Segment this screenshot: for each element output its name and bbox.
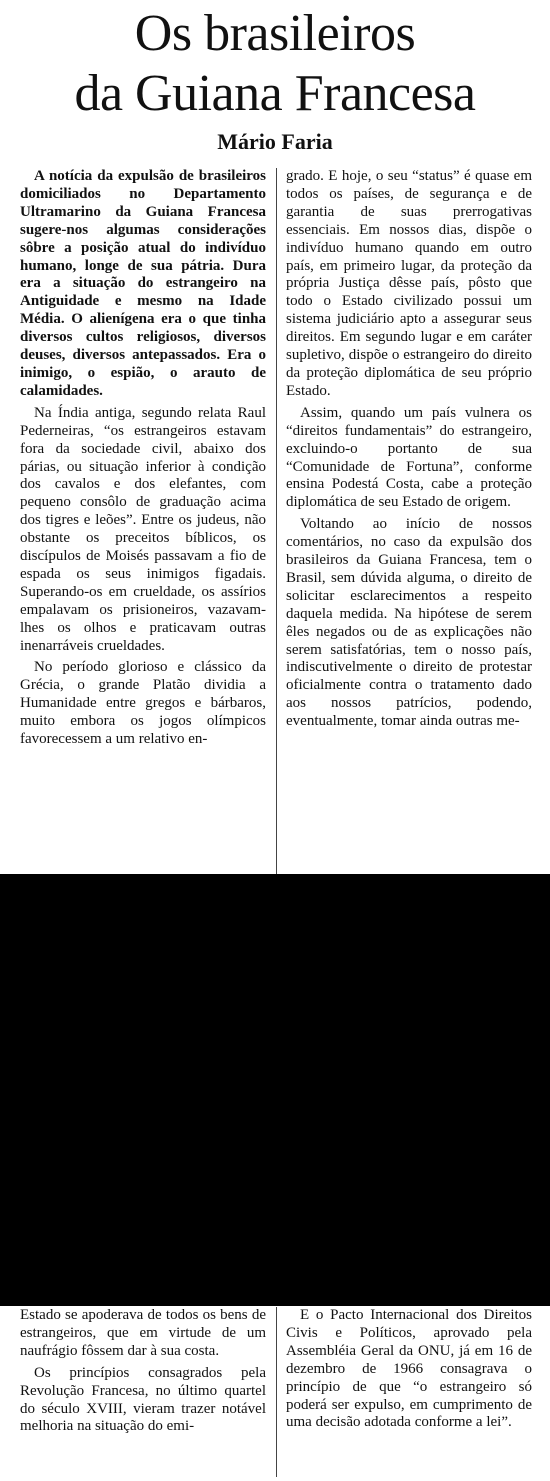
headline-line-1: Os brasileiros: [134, 5, 416, 62]
article-column-bottom-right: [286, 1307, 532, 1479]
paragraph: Assim, quando um país vulnera os “direitos fundamentais” do estrangeiro, excluindo-o portanto de sua “Comunidade de Fortuna”, conforme ensina Podestá Costa, cabe a proteção diplomática de seu Estado de origem.: [286, 404, 532, 511]
article-column-top-right: [286, 168, 532, 874]
paragraph: Os princípios consagrados pela Revolução Francesa, no último quartel do século XVIII, vieram trazer notável melhoria na situação do emi-: [20, 1364, 266, 1435]
column-divider: [276, 168, 277, 874]
paragraph: A notícia da expulsão de brasileiros domiciliados no Departamento Ultramarino da Guiana Francesa sugere-nos algumas considerações sôbre a posição atual do indivíduo humano, longe de sua pátria. Dura era a situação do estrangeiro na Antiguidade e mesmo na Idade Média. O alienígena era o que tinha diversos cultos religiosos, diversos deuses, diversos antepassados. Era o inimigo, o espião, o arauto de calamidades.: [20, 168, 266, 399]
article-column-top-left: [20, 168, 266, 874]
paragraph: Na Índia antiga, segundo relata Raul Pederneiras, “os estrangeiros estavam fora da sociedade civil, abaixo dos párias, ou situação inferior à condição dos cavalos e dos elefantes, com pequeno consôlo de graduação acima dos tigres e leões”. Entre os judeus, não obstante os preceitos bíblicos, os discípulos de Moisés passavam a fio de espada os seus inimigos figadais. Superando-os em crueldade, os assírios empalavam os prisioneiros, vazavam-lhes os olhos e praticavam outras inenarráveis crueldades.: [20, 404, 266, 654]
headline-line-2: da Guiana Francesa: [74, 65, 476, 122]
paragraph: E o Pacto Internacional dos Direitos Civis e Políticos, aprovado pela Assembléia Geral da ONU, já em 16 de dezembro de 1966 consagrava o princípio de que “o estrangeiro só poderá ser expulso, em cumprimento de uma decisão adotada conforme a lei”.: [286, 1307, 532, 1431]
paragraph: grado. E hoje, o seu “status” é quase em todos os países, de segurança e de garantia de suas prerrogativas essenciais. Em nossos dias, dispõe o indivíduo humano quando em outro país, em primeiro lugar, da proteção da própria Justiça dêsse país, pôsto que todo o Estado civilizado possui um sistema judiciário apto a assegurar seus direitos. Em segundo lugar e em caráter supletivo, dispõe o estrangeiro do direito da proteção diplomática de seu próprio Estado.: [286, 168, 532, 399]
paragraph: Voltando ao início de nossos comentários, no caso da expulsão dos brasileiros da Guiana Francesa, tem o Brasil, sem dúvida alguma, o direito de solicitar esclarecimentos a respeito daquela medida. Na hipótese de serem êles negados ou de as explicações não serem satisfatórias, tem o nosso país, indiscutivelmente o direito de protestar oficialmente contra o tratamento dado aos nossos patrícios, podendo, eventualmente, tomar ainda outras me-: [286, 516, 532, 730]
paragraph: Estado se apoderava de todos os bens de estrangeiros, que em virtude de um naufrágio fôssem dar à sua costa.: [20, 1307, 266, 1359]
redacted-black-block: [0, 874, 550, 1306]
byline: Mário Faria: [217, 129, 333, 154]
column-divider: [276, 1307, 277, 1477]
paragraph: No período glorioso e clássico da Grécia, o grande Platão dividia a Humanidade entre gregos e bárbaros, muito embora os jogos olímpicos favorecessem a um relativo en-: [20, 659, 266, 748]
article-column-bottom-left: [20, 1307, 266, 1479]
